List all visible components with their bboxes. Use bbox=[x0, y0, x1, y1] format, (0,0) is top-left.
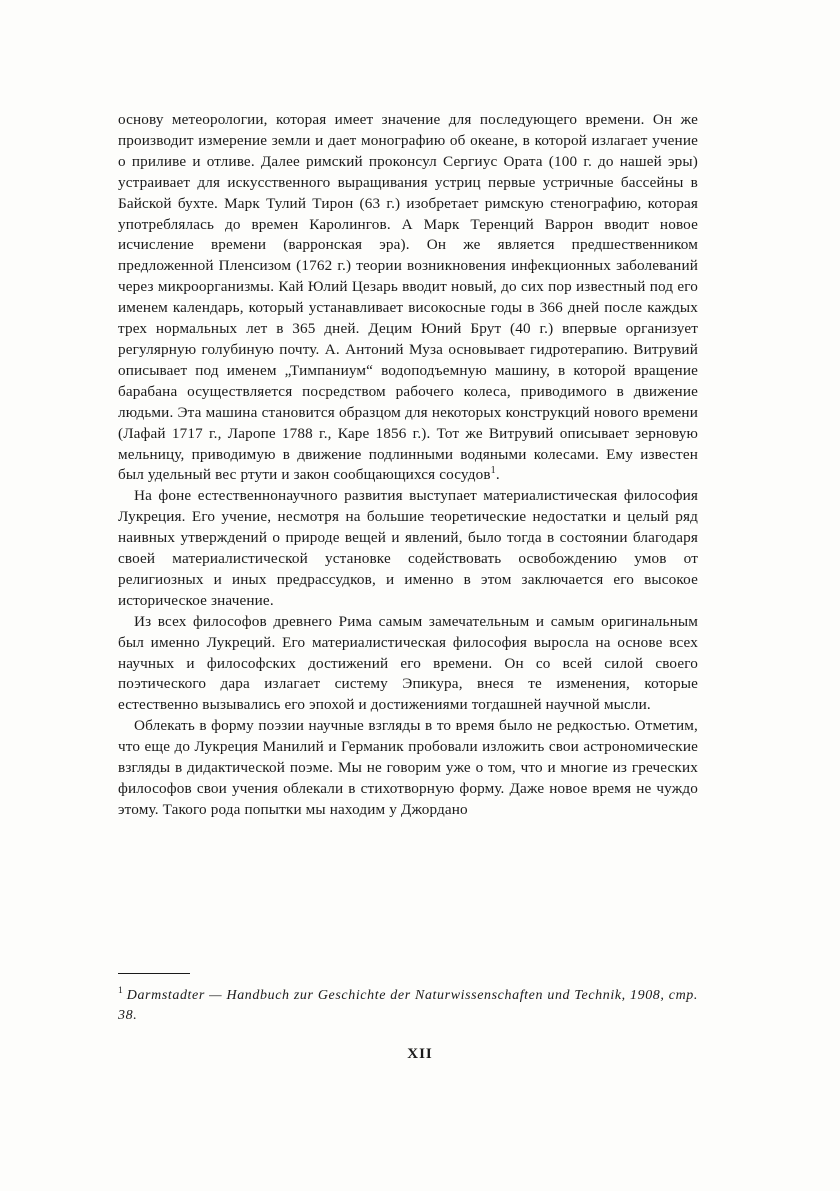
paragraph: Облекать в форму поэзии научные взгляды в то время было не редкостью. Отметим, что еще до Лукреция Манилий и Германик пробовали изложить свои астрономические взгляды в дидактической поэме. Мы не говорим уже о том, что и многие из греческих философов свои учения облекали в стихотворную форму. Даже новое время не чуждо этому. Такого рода попытки мы находим у Джордано bbox=[118, 717, 698, 818]
footnote bbox=[118, 986, 698, 1026]
page-number: XII bbox=[407, 1046, 433, 1062]
footnote-text: Darmstadter — Handbuch zur Geschichte der Naturwissenschaften und Technik, 1908, стр. 38. bbox=[118, 988, 698, 1023]
footnote-mark: 1 bbox=[118, 986, 123, 997]
footnote-reference: 1 bbox=[490, 465, 496, 477]
paragraph-text: основу метеорологии, которая имеет значение для последующего времени. Он же производит измерение земли и дает монографию об океане, в которой излагает учение о приливе и отливе. Далее римский проконсул Сергиус Ората (100 г. до нашей эры) устраивает для искусственного выращивания устриц первые устричные бассейны в Байской бухте. Марк Тулий Тирон (63 г.) изобретает римскую стенографию, которая употреблялась до времен Каролингов. А Марк Теренций Варрон вводит новое исчисление времени (варронская эра). Он же является предшественником предложенной Пленсизом (1762 г.) теории возникновения инфекционных заболеваний через микроорганизмы. Кай Юлий Цезарь вводит новый, до сих пор известный под его именем календарь, который устанавливает високосные годы в 366 дней после каждых трех нормальных лет в 365 дней. Децим Юний Брут (40 г.) впервые организует регулярную голубиную почту. А. Антоний Муза основывает гидротерапию. Витрувий описывает под именем „Тимпаниум“ водоподъемную машину, в которой вращение барабана осуществляется посредством рабочего колеса, приводимого в движение людьми. Эта машина становится образцом для некоторых конструкций нового времени (Лафай 1717 г., Ларопе 1788 г., Каре 1856 г.). Тот же Витрувий описывает зерновую мельницу, приводимую в движение подлинными водяными колесами. Ему известен был удельный вес ртути и закон сообщающихся сосудов bbox=[118, 111, 698, 484]
paragraph: На фоне естественнонаучного развития выступает материалистическая философия Лукреция. Его учение, несмотря на большие теоретические недостатки и целый ряд наивных утверждений о природе вещей и явлений, было тогда в состоянии благодаря своей материалистической установке содействовать освобождению умов от религиозных и иных предрассудков, и именно в этом заключается его высокое историческое значение. bbox=[118, 487, 698, 609]
footnote-divider bbox=[118, 973, 190, 974]
body-text bbox=[118, 110, 698, 821]
paragraph-continued: основу метеорологии, которая имеет значение для последующего времени. Он же производит измерение земли и дает монографию об океане, в которой излагает учение о приливе и отливе. Далее римский проконсул Сергиус Ората (100 г. до нашей эры) устраивает для искусственного выращивания устриц первые устричные бассейны в Байской бухте. Марк Тулий Тирон (63 г.) изобретает римскую стенографию, которая употреблялась до времен Каролингов. А Марк Теренций Варрон вводит новое исчисление времени (варронская эра). Он же является предшественником предложенной Пленсизом (1762 г.) теории возникновения инфекционных заболеваний через микроорганизмы. Кай Юлий Цезарь вводит новый, до сих пор известный под его именем календарь, который устанавливает високосные годы в 366 дней после каждых трех нормальных лет в 365 дней. Децим Юний Брут (40 г.) впервые организует регулярную голубиную почту. А. Антоний Муза основывает гидротерапию. Витрувий описывает под именем „Тимпаниум“ водоподъемную машину, в которой вращение барабана осуществляется посредством рабочего колеса, приводимого в движение людьми. Эта машина становится образцом для некоторых конструкций нового времени (Лафай 1717 г., Ларопе 1788 г., Каре 1856 г.). Тот же Витрувий описывает зерновую мельницу, приводимую в движение подлинными водяными колесами. Ему известен был удельный вес ртути и закон сообщающихся сосудов$^1$. bbox=[118, 111, 698, 484]
paragraph: Из всех философов древнего Рима самым замечательным и самым оригинальным был именно Лукреций. Его материалистическая философия выросла на основе всех научных и философских достижений его времени. Он со всей силой своего поэтического дара излагает систему Эпикура, внеся те изменения, которые естественно вызывались его эпохой и достижениями тогдашней научной мысли. bbox=[118, 612, 698, 714]
